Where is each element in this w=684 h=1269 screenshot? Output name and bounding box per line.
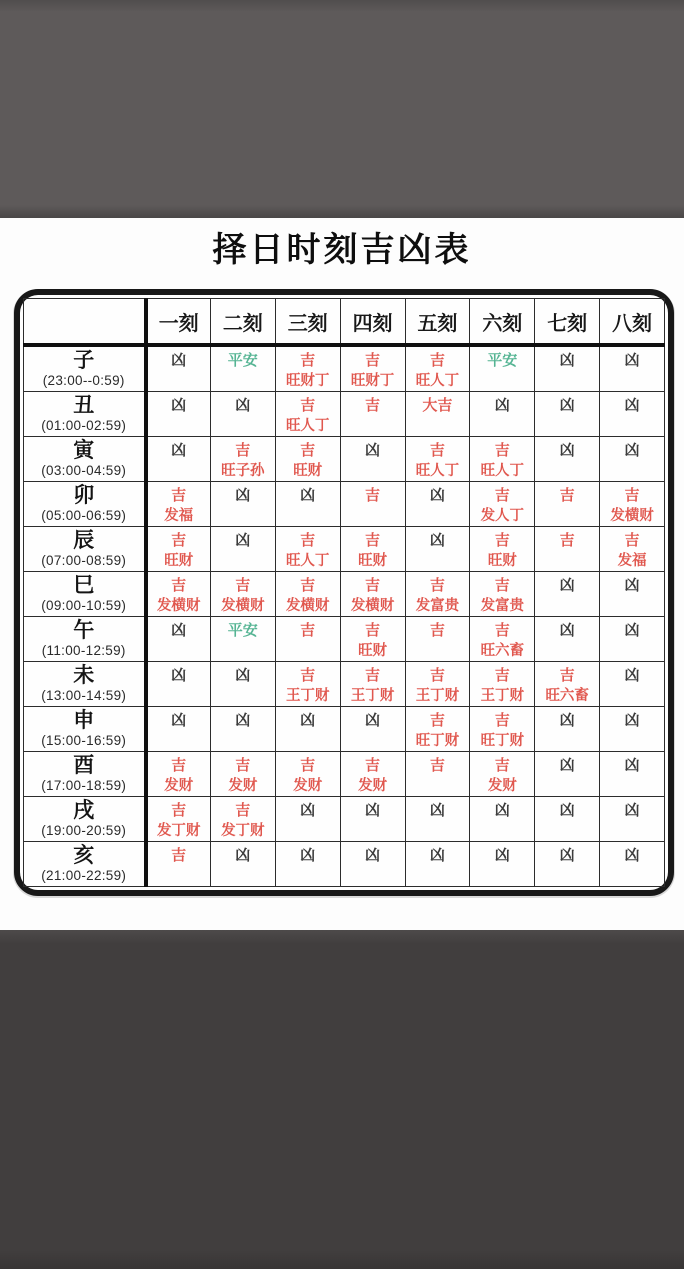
corner-cell bbox=[24, 299, 146, 346]
period-header-3: 三刻 bbox=[275, 299, 340, 346]
fortune-cell bbox=[535, 345, 600, 392]
cell-main: 吉 bbox=[624, 487, 640, 504]
table-row bbox=[24, 752, 665, 797]
period-header-4: 四刻 bbox=[340, 299, 405, 346]
cell-main: 凶 bbox=[624, 352, 640, 369]
cell-main: 凶 bbox=[624, 442, 640, 459]
cell-main: 吉 bbox=[300, 442, 316, 459]
table-row bbox=[24, 842, 665, 887]
fortune-cell bbox=[146, 752, 211, 797]
fortune-cell bbox=[146, 437, 211, 482]
branch-time-cell bbox=[24, 345, 146, 392]
cell-main: 吉 bbox=[300, 532, 316, 549]
cell-main: 凶 bbox=[559, 847, 575, 864]
fortune-cell bbox=[470, 572, 535, 617]
fortune-cell bbox=[146, 617, 211, 662]
table-row bbox=[24, 617, 665, 662]
time-range: (15:00-16:59) bbox=[41, 732, 127, 748]
cell-main: 吉 bbox=[494, 712, 510, 729]
fortune-cell bbox=[210, 482, 275, 527]
branch-label: 亥 bbox=[73, 843, 95, 867]
branch-time-cell bbox=[24, 437, 146, 482]
fortune-cell bbox=[210, 662, 275, 707]
cell-sub: 旺六畜 bbox=[545, 688, 589, 704]
cell-main: 吉 bbox=[235, 802, 251, 819]
fortune-cell bbox=[470, 482, 535, 527]
cell-main: 吉 bbox=[429, 667, 445, 684]
fortune-cell bbox=[275, 707, 340, 752]
fortune-cell bbox=[210, 752, 275, 797]
fortune-cell bbox=[535, 752, 600, 797]
period-header-6: 六刻 bbox=[470, 299, 535, 346]
cell-sub: 旺人丁 bbox=[480, 463, 525, 479]
fortune-cell bbox=[340, 392, 405, 437]
table-row bbox=[24, 482, 665, 527]
cell-sub: 旺人丁 bbox=[415, 463, 460, 479]
cell-main: 凶 bbox=[429, 487, 445, 504]
cell-sub: 发财 bbox=[358, 778, 388, 794]
table-row bbox=[24, 527, 665, 572]
branch-label: 巳 bbox=[73, 573, 95, 597]
table-row bbox=[24, 392, 665, 437]
fortune-cell bbox=[535, 707, 600, 752]
branch-time-cell bbox=[24, 797, 146, 842]
fortune-cell bbox=[600, 617, 665, 662]
fortune-cell bbox=[470, 752, 535, 797]
cell-sub: 王丁财 bbox=[415, 688, 460, 704]
branch-time-cell bbox=[24, 752, 146, 797]
cell-main: 吉 bbox=[171, 847, 187, 864]
cell-main: 凶 bbox=[559, 577, 575, 594]
fortune-cell bbox=[210, 617, 275, 662]
branch-label: 丑 bbox=[73, 393, 95, 417]
fortune-cell bbox=[340, 482, 405, 527]
fortune-cell bbox=[600, 572, 665, 617]
cell-main: 凶 bbox=[235, 397, 251, 414]
cell-main: 吉 bbox=[171, 577, 187, 594]
fortune-cell bbox=[405, 662, 470, 707]
cell-main: 凶 bbox=[300, 847, 316, 864]
cell-main: 凶 bbox=[494, 802, 510, 819]
fortune-cell bbox=[535, 392, 600, 437]
fortune-cell bbox=[600, 752, 665, 797]
fortune-cell bbox=[210, 527, 275, 572]
fortune-cell bbox=[146, 707, 211, 752]
time-range: (21:00-22:59) bbox=[41, 867, 127, 883]
fortune-cell bbox=[340, 527, 405, 572]
cell-sub: 旺财 bbox=[358, 643, 388, 659]
cell-sub: 发丁财 bbox=[156, 823, 201, 839]
cell-main: 凶 bbox=[300, 712, 316, 729]
cell-sub: 旺财 bbox=[358, 553, 388, 569]
cell-main: 凶 bbox=[559, 352, 575, 369]
cell-main: 平安 bbox=[487, 352, 518, 369]
cell-main: 吉 bbox=[365, 397, 381, 414]
cell-sub: 旺人丁 bbox=[285, 418, 330, 434]
cell-main: 凶 bbox=[171, 667, 187, 684]
branch-label: 午 bbox=[73, 618, 95, 642]
fortune-cell bbox=[470, 527, 535, 572]
cell-main: 凶 bbox=[559, 442, 575, 459]
cell-sub: 旺财 bbox=[164, 553, 194, 569]
cell-main: 凶 bbox=[171, 712, 187, 729]
fortune-cell bbox=[600, 707, 665, 752]
cell-main: 吉 bbox=[365, 622, 381, 639]
cell-main: 凶 bbox=[235, 532, 251, 549]
fortune-cell bbox=[470, 707, 535, 752]
period-header-1: 一刻 bbox=[146, 299, 211, 346]
table-row bbox=[24, 662, 665, 707]
fortune-cell bbox=[210, 345, 275, 392]
cell-main: 平安 bbox=[227, 622, 258, 639]
cell-main: 吉 bbox=[559, 532, 575, 549]
fortune-cell bbox=[210, 797, 275, 842]
period-header-5: 五刻 bbox=[405, 299, 470, 346]
cell-sub: 旺子孙 bbox=[221, 463, 265, 479]
cell-main: 凶 bbox=[171, 442, 187, 459]
cell-main: 凶 bbox=[624, 667, 640, 684]
time-range: (05:00-06:59) bbox=[41, 507, 127, 523]
fortune-cell bbox=[146, 842, 211, 887]
cell-main: 凶 bbox=[300, 487, 316, 504]
period-header-2: 二刻 bbox=[210, 299, 275, 346]
cell-main: 吉 bbox=[365, 532, 381, 549]
fortune-cell bbox=[535, 572, 600, 617]
cell-sub: 发福 bbox=[164, 508, 194, 524]
branch-time-cell bbox=[24, 842, 146, 887]
time-range: (11:00-12:59) bbox=[41, 642, 126, 658]
fortune-cell bbox=[146, 392, 211, 437]
cell-main: 吉 bbox=[429, 622, 445, 639]
cell-main: 凶 bbox=[624, 622, 640, 639]
fortune-table-frame bbox=[14, 289, 674, 896]
header-row bbox=[24, 299, 665, 346]
table-row bbox=[24, 707, 665, 752]
cell-sub: 王丁财 bbox=[350, 688, 395, 704]
cell-main: 凶 bbox=[559, 622, 575, 639]
fortune-cell bbox=[275, 572, 340, 617]
fortune-cell bbox=[600, 662, 665, 707]
fortune-cell bbox=[535, 662, 600, 707]
fortune-cell bbox=[535, 482, 600, 527]
fortune-cell bbox=[146, 797, 211, 842]
cell-sub: 发横财 bbox=[610, 508, 654, 524]
top-letterbox-band bbox=[0, 0, 684, 218]
cell-sub: 发福 bbox=[617, 553, 647, 569]
fortune-cell bbox=[405, 797, 470, 842]
cell-main: 吉 bbox=[494, 487, 510, 504]
cell-main: 平安 bbox=[227, 352, 258, 369]
fortune-cell bbox=[340, 572, 405, 617]
fortune-cell bbox=[340, 752, 405, 797]
fortune-cell bbox=[275, 392, 340, 437]
cell-sub: 旺人丁 bbox=[285, 553, 330, 569]
fortune-cell bbox=[405, 527, 470, 572]
cell-sub: 发丁财 bbox=[221, 823, 265, 839]
fortune-cell bbox=[210, 392, 275, 437]
table-row bbox=[24, 437, 665, 482]
cell-main: 凶 bbox=[429, 847, 445, 864]
cell-main: 凶 bbox=[494, 847, 510, 864]
fortune-cell bbox=[275, 527, 340, 572]
cell-main: 吉 bbox=[235, 757, 251, 774]
fortune-cell bbox=[405, 482, 470, 527]
cell-main: 凶 bbox=[429, 532, 445, 549]
fortune-cell bbox=[340, 345, 405, 392]
cell-main: 大吉 bbox=[422, 397, 453, 414]
cell-sub: 发富贵 bbox=[480, 598, 525, 614]
time-range: (09:00-10:59) bbox=[41, 597, 127, 613]
fortune-cell bbox=[146, 345, 211, 392]
cell-main: 吉 bbox=[300, 352, 316, 369]
fortune-cell bbox=[210, 842, 275, 887]
fortune-cell bbox=[535, 437, 600, 482]
cell-main: 凶 bbox=[365, 847, 381, 864]
cell-main: 吉 bbox=[494, 667, 510, 684]
cell-main: 凶 bbox=[624, 847, 640, 864]
cell-main: 吉 bbox=[429, 757, 445, 774]
cell-sub: 发横财 bbox=[350, 598, 395, 614]
branch-label: 申 bbox=[73, 708, 95, 732]
fortune-cell bbox=[275, 617, 340, 662]
page-title: 择日时刻吉凶表 bbox=[212, 231, 472, 269]
cell-main: 吉 bbox=[494, 442, 510, 459]
fortune-cell bbox=[146, 572, 211, 617]
branch-label: 未 bbox=[73, 663, 95, 687]
fortune-cell bbox=[535, 617, 600, 662]
branch-label: 戌 bbox=[73, 798, 95, 822]
fortune-cell bbox=[275, 842, 340, 887]
time-range: (17:00-18:59) bbox=[41, 777, 127, 793]
fortune-cell bbox=[535, 797, 600, 842]
fortune-cell bbox=[600, 482, 665, 527]
cell-main: 吉 bbox=[429, 442, 445, 459]
fortune-cell bbox=[210, 437, 275, 482]
cell-main: 吉 bbox=[494, 757, 510, 774]
cell-main: 吉 bbox=[365, 577, 381, 594]
cell-main: 凶 bbox=[171, 352, 187, 369]
fortune-cell bbox=[600, 797, 665, 842]
cell-sub: 发横财 bbox=[221, 598, 265, 614]
cell-sub: 旺六畜 bbox=[480, 643, 525, 659]
branch-time-cell bbox=[24, 527, 146, 572]
branch-label: 卯 bbox=[73, 483, 95, 507]
fortune-cell bbox=[340, 662, 405, 707]
fortune-cell bbox=[405, 617, 470, 662]
fortune-cell bbox=[470, 345, 535, 392]
cell-main: 凶 bbox=[235, 667, 251, 684]
cell-main: 凶 bbox=[624, 712, 640, 729]
branch-time-cell bbox=[24, 662, 146, 707]
branch-time-cell bbox=[24, 707, 146, 752]
cell-main: 凶 bbox=[171, 622, 187, 639]
fortune-cell bbox=[405, 842, 470, 887]
table-row bbox=[24, 345, 665, 392]
time-range: (01:00-02:59) bbox=[41, 417, 127, 433]
cell-main: 凶 bbox=[624, 757, 640, 774]
table-row bbox=[24, 572, 665, 617]
branch-label: 子 bbox=[73, 348, 95, 372]
fortune-cell bbox=[600, 392, 665, 437]
fortune-cell bbox=[275, 345, 340, 392]
cell-sub: 旺财丁 bbox=[350, 373, 395, 389]
fortune-cell bbox=[340, 842, 405, 887]
fortune-cell bbox=[405, 572, 470, 617]
fortune-cell bbox=[146, 662, 211, 707]
fortune-cell bbox=[275, 482, 340, 527]
cell-main: 凶 bbox=[365, 802, 381, 819]
branch-time-cell bbox=[24, 482, 146, 527]
fortune-cell bbox=[535, 842, 600, 887]
fortune-cell bbox=[405, 707, 470, 752]
time-range: (03:00-04:59) bbox=[41, 462, 127, 478]
cell-main: 凶 bbox=[365, 442, 381, 459]
fortune-cell bbox=[405, 392, 470, 437]
fortune-cell bbox=[275, 662, 340, 707]
branch-time-cell bbox=[24, 572, 146, 617]
cell-main: 凶 bbox=[624, 397, 640, 414]
cell-sub: 旺财 bbox=[293, 463, 323, 479]
cell-sub: 发财 bbox=[164, 778, 194, 794]
fortune-cell bbox=[470, 617, 535, 662]
time-range: (19:00-20:59) bbox=[41, 822, 127, 838]
cell-main: 吉 bbox=[365, 667, 381, 684]
cell-main: 吉 bbox=[171, 802, 187, 819]
cell-main: 凶 bbox=[559, 802, 575, 819]
cell-main: 吉 bbox=[300, 667, 316, 684]
cell-sub: 发横财 bbox=[156, 598, 201, 614]
branch-label: 辰 bbox=[73, 528, 95, 552]
fortune-cell bbox=[600, 527, 665, 572]
cell-main: 凶 bbox=[235, 487, 251, 504]
cell-main: 吉 bbox=[300, 577, 316, 594]
fortune-cell bbox=[340, 617, 405, 662]
time-range: (13:00-14:59) bbox=[41, 687, 127, 703]
cell-sub: 发财 bbox=[487, 778, 517, 794]
fortune-cell bbox=[275, 437, 340, 482]
cell-main: 吉 bbox=[171, 757, 187, 774]
cell-main: 凶 bbox=[235, 847, 251, 864]
cell-main: 吉 bbox=[494, 622, 510, 639]
cell-main: 吉 bbox=[494, 532, 510, 549]
cell-sub: 发人丁 bbox=[480, 508, 525, 524]
cell-sub: 旺人丁 bbox=[415, 373, 460, 389]
fortune-cell bbox=[405, 752, 470, 797]
cell-sub: 旺丁财 bbox=[480, 733, 525, 749]
fortune-cell bbox=[210, 572, 275, 617]
cell-main: 吉 bbox=[494, 577, 510, 594]
cell-sub: 发财 bbox=[293, 778, 323, 794]
cell-main: 吉 bbox=[365, 487, 381, 504]
cell-sub: 旺财丁 bbox=[285, 373, 330, 389]
cell-sub: 发财 bbox=[228, 778, 258, 794]
fortune-cell bbox=[340, 797, 405, 842]
cell-sub: 王丁财 bbox=[285, 688, 330, 704]
cell-main: 吉 bbox=[235, 442, 251, 459]
cell-sub: 发横财 bbox=[285, 598, 330, 614]
fortune-cell bbox=[340, 707, 405, 752]
cell-main: 吉 bbox=[300, 622, 316, 639]
cell-main: 吉 bbox=[429, 712, 445, 729]
cell-main: 凶 bbox=[559, 757, 575, 774]
cell-main: 凶 bbox=[365, 712, 381, 729]
cell-main: 吉 bbox=[300, 757, 316, 774]
fortune-cell bbox=[535, 527, 600, 572]
period-header-7: 七刻 bbox=[535, 299, 600, 346]
fortune-cell bbox=[470, 662, 535, 707]
cell-main: 凶 bbox=[559, 712, 575, 729]
cell-main: 凶 bbox=[624, 577, 640, 594]
fortune-cell bbox=[470, 437, 535, 482]
cell-sub: 旺财 bbox=[487, 553, 517, 569]
fortune-cell bbox=[405, 345, 470, 392]
fortune-cell bbox=[340, 437, 405, 482]
cell-sub: 王丁财 bbox=[480, 688, 525, 704]
fortune-cell bbox=[146, 527, 211, 572]
cell-main: 吉 bbox=[429, 352, 445, 369]
cell-main: 吉 bbox=[429, 577, 445, 594]
fortune-cell bbox=[275, 797, 340, 842]
branch-time-cell bbox=[24, 617, 146, 662]
time-range: (07:00-08:59) bbox=[41, 552, 127, 568]
cell-main: 凶 bbox=[300, 802, 316, 819]
fortune-cell bbox=[600, 345, 665, 392]
fortune-cell bbox=[146, 482, 211, 527]
fortune-cell bbox=[470, 392, 535, 437]
cell-main: 吉 bbox=[235, 577, 251, 594]
fortune-cell bbox=[275, 752, 340, 797]
table-row bbox=[24, 797, 665, 842]
cell-main: 吉 bbox=[171, 487, 187, 504]
branch-time-cell bbox=[24, 392, 146, 437]
cell-sub: 发富贵 bbox=[415, 598, 460, 614]
cell-sub: 旺丁财 bbox=[415, 733, 460, 749]
cell-main: 凶 bbox=[171, 397, 187, 414]
time-range: (23:00--0:59) bbox=[42, 372, 125, 388]
cell-main: 吉 bbox=[559, 667, 575, 684]
fortune-cell bbox=[600, 437, 665, 482]
cell-main: 吉 bbox=[365, 352, 381, 369]
branch-label: 寅 bbox=[73, 438, 95, 462]
cell-main: 吉 bbox=[171, 532, 187, 549]
cell-main: 凶 bbox=[235, 712, 251, 729]
fortune-cell bbox=[210, 707, 275, 752]
fortune-cell bbox=[600, 842, 665, 887]
cell-main: 吉 bbox=[624, 532, 640, 549]
branch-label: 酉 bbox=[73, 753, 95, 777]
cell-main: 吉 bbox=[300, 397, 316, 414]
cell-main: 凶 bbox=[624, 802, 640, 819]
fortune-cell bbox=[470, 842, 535, 887]
cell-main: 凶 bbox=[559, 397, 575, 414]
cell-main: 凶 bbox=[429, 802, 445, 819]
fortune-cell bbox=[470, 797, 535, 842]
fortune-cell bbox=[405, 437, 470, 482]
period-header-8: 八刻 bbox=[600, 299, 665, 346]
cell-main: 凶 bbox=[494, 397, 510, 414]
fortune-table bbox=[23, 298, 665, 887]
cell-main: 吉 bbox=[365, 757, 381, 774]
bottom-letterbox-band bbox=[0, 930, 684, 1269]
cell-main: 吉 bbox=[559, 487, 575, 504]
